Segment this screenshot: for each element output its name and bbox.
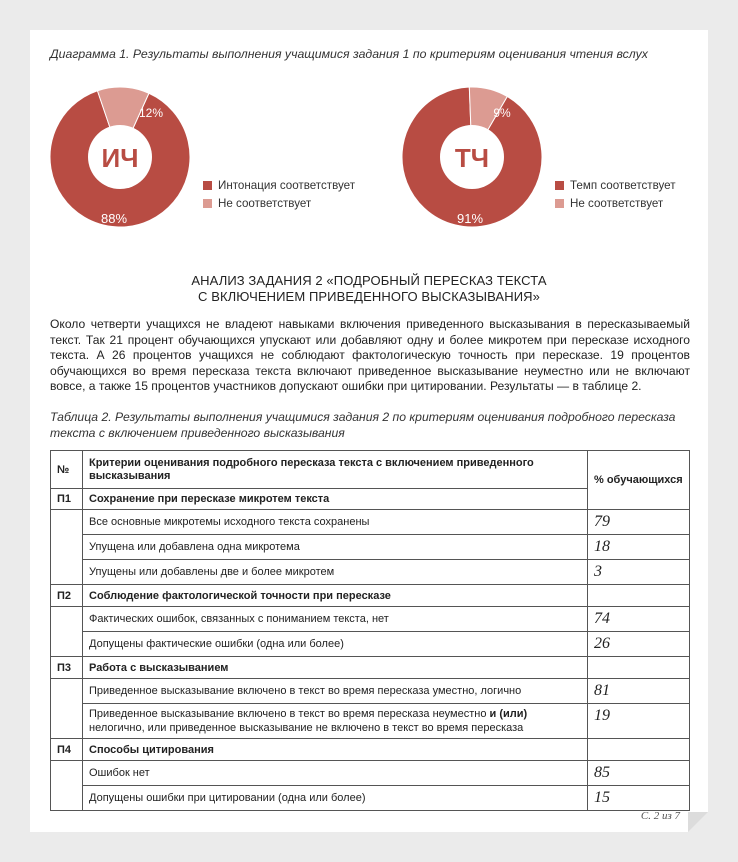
legend-swatch-main <box>555 181 564 190</box>
section-title-line: АНАЛИЗ ЗАДАНИЯ 2 «ПОДРОБНЫЙ ПЕРЕСКАЗ ТЕКСТА <box>191 273 547 288</box>
empty-cell <box>51 510 83 585</box>
criterion-value: 79 <box>588 510 690 535</box>
table-section-row <box>51 585 690 607</box>
criterion-text-emphasis: и (или) <box>489 708 528 720</box>
donut-main-value-label: 88% <box>100 211 128 226</box>
document-page <box>30 30 708 832</box>
criterion-text: Допущены фактические ошибки (одна или более) <box>83 632 588 657</box>
legend-item <box>555 194 676 212</box>
donut-main-value-label: 91% <box>456 211 484 226</box>
header-criteria: Критерии оценивания подробного пересказа текста с включением приведенного высказывания <box>83 451 588 489</box>
section-title <box>30 273 708 305</box>
criterion-text: Допущены ошибки при цитировании (одна или более) <box>83 786 588 811</box>
analysis-paragraph: Около четверти учащихся не владеют навыками включения приведенного высказывания в пересказываемый текст. Так 21 процент обучающихся упускают или добавляют одну и более микротем при пересказе исходного текста. А 26 процентов учащихся не соблюдают фактологическую точность при пересказе. 19 процентов обучающихся во время пересказа текста включают приведенное высказывание неуместно или не включают вовсе, а также 15 процентов участников допускают ошибки при цитировании. Результаты — в таблице 2. <box>50 317 690 393</box>
legend-label: Интонация соответствует <box>218 178 356 192</box>
criterion-value: 85 <box>588 761 690 786</box>
page-number: С. 2 из 7 <box>640 810 680 822</box>
criterion-value: 3 <box>588 560 690 585</box>
section-heading: Сохранение при пересказе микротем текста <box>83 489 588 510</box>
donut-chart-tempo <box>402 87 542 227</box>
criterion-text: Упущена или добавлена одна микротема <box>83 535 588 560</box>
donut-center-label: ИЧ <box>101 143 139 173</box>
empty-cell <box>51 607 83 657</box>
table-row <box>51 704 690 739</box>
legend-tempo <box>555 176 676 212</box>
criterion-text: Фактических ошибок, связанных с пониманием текста, нет <box>83 607 588 632</box>
legend-intonation <box>203 176 355 212</box>
diagram-caption: Диаграмма 1. Результаты выполнения учащимися задания 1 по критериям оценивания чтения вслух <box>50 47 648 61</box>
table-row <box>51 632 690 657</box>
criterion-value: 15 <box>588 786 690 811</box>
table-section-row <box>51 657 690 679</box>
donut-chart-intonation <box>50 87 190 227</box>
empty-cell <box>588 657 690 679</box>
section-title-line: С ВКЛЮЧЕНИЕМ ПРИВЕДЕННОГО ВЫСКАЗЫВАНИЯ» <box>198 289 540 304</box>
table-row <box>51 560 690 585</box>
table-row <box>51 679 690 704</box>
empty-cell <box>51 761 83 811</box>
legend-swatch-main <box>203 181 212 190</box>
legend-item <box>203 176 355 194</box>
criterion-text: Приведенное высказывание включено в текст во время пересказа уместно, логично <box>83 679 588 704</box>
criterion-text-part: нелогично, или приведенное высказывание не включено в текст во время пересказа <box>89 722 524 734</box>
criterion-text-part: Приведенное высказывание включено в текст во время пересказа неуместно <box>89 708 487 720</box>
legend-swatch-secondary <box>555 199 564 208</box>
criterion-text: Упущены или добавлены две и более микротем <box>83 560 588 585</box>
table-row <box>51 761 690 786</box>
table-row <box>51 535 690 560</box>
table-row <box>51 786 690 811</box>
criterion-value: 26 <box>588 632 690 657</box>
legend-label: Темп соответствует <box>570 178 676 192</box>
criterion-text <box>83 704 588 739</box>
criterion-text: Все основные микротемы исходного текста сохранены <box>83 510 588 535</box>
empty-cell <box>588 585 690 607</box>
section-heading: Работа с высказыванием <box>83 657 588 679</box>
page-corner-fold <box>688 812 708 832</box>
section-heading: Способы цитирования <box>83 739 588 761</box>
legend-item <box>203 194 355 212</box>
criterion-value: 19 <box>588 704 690 739</box>
donut-center-label: ТЧ <box>454 143 490 173</box>
section-num: П1 <box>51 489 83 510</box>
table-section-row <box>51 739 690 761</box>
criterion-text: Ошибок нет <box>83 761 588 786</box>
legend-label: Не соответствует <box>218 196 312 210</box>
table-caption: Таблица 2. Результаты выполнения учащимися задания 2 по критериям оценивания подробного пересказа текста с включением приведенного высказывания <box>50 410 676 440</box>
table-row <box>51 607 690 632</box>
section-num: П3 <box>51 657 83 679</box>
empty-cell <box>588 739 690 761</box>
section-num: П2 <box>51 585 83 607</box>
criterion-value: 74 <box>588 607 690 632</box>
table-header-row <box>51 451 690 489</box>
legend-item <box>555 176 676 194</box>
section-heading: Соблюдение фактологической точности при пересказе <box>83 585 588 607</box>
header-num: № <box>51 451 83 489</box>
legend-swatch-secondary <box>203 199 212 208</box>
table-row <box>51 510 690 535</box>
empty-cell <box>51 679 83 739</box>
criterion-value: 81 <box>588 679 690 704</box>
criterion-value: 18 <box>588 535 690 560</box>
criteria-table <box>50 450 690 811</box>
header-percent: % обучающихся <box>588 451 690 510</box>
section-num: П4 <box>51 739 83 761</box>
donut-small-value-label: 9% <box>493 106 511 120</box>
donut-small-value-label: 12% <box>138 106 164 120</box>
legend-label: Не соответствует <box>570 196 664 210</box>
